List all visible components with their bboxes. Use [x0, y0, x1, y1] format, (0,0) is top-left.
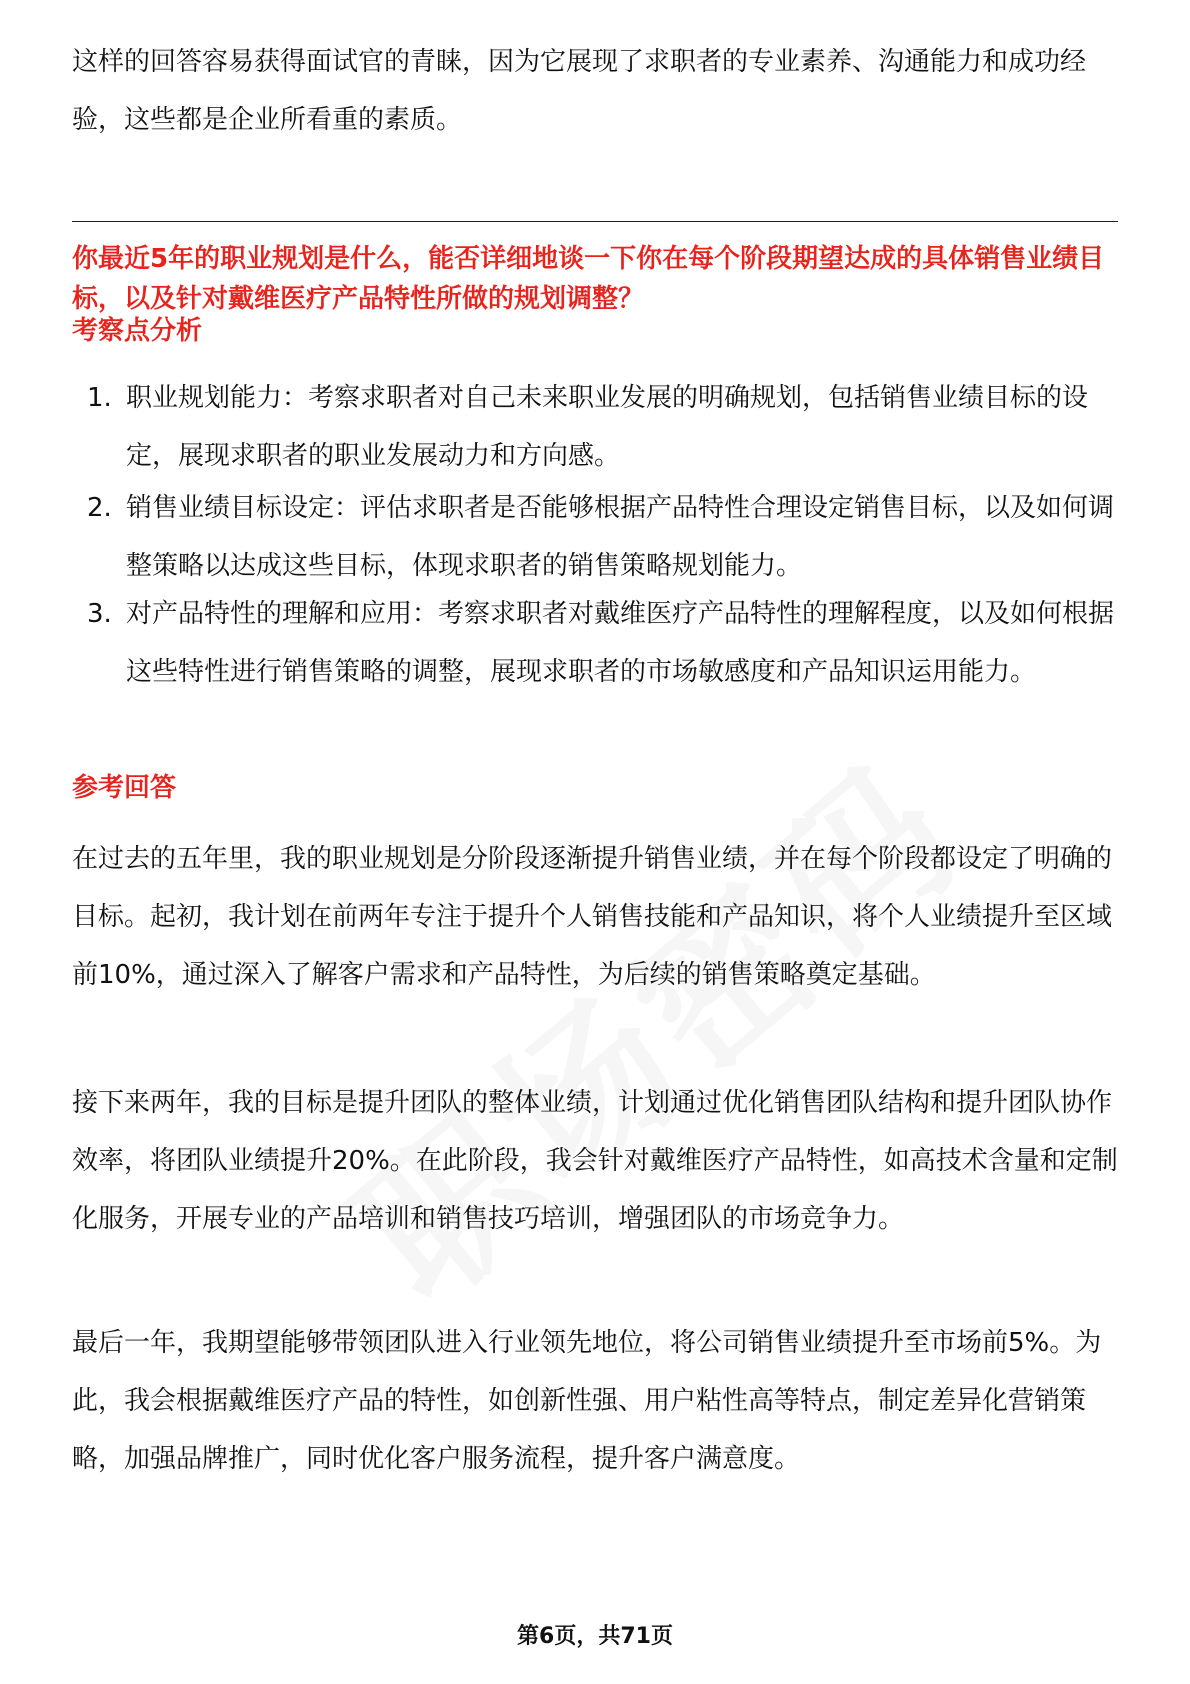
answer-title: 参考回答	[72, 773, 177, 803]
list-text: 销售业绩目标设定：评估求职者是否能够根据产品特性合理设定销售目标，以及如何调整策略以达成这些目标，体现求职者的销售策略规划能力。	[126, 493, 1115, 581]
answer-paragraph-1: 在过去的五年里，我的职业规划是分阶段逐渐提升销售业绩，并在每个阶段都设定了明确的目标。起初，我计划在前两年专注于提升个人销售技能和产品知识，将个人业绩提升至区域前10%，通过深入了解客户需求和产品特性，为后续的销售策略奠定基础。	[72, 844, 1113, 990]
analysis-title: 考察点分析	[72, 316, 203, 346]
list-text: 职业规划能力：考察求职者对自己未来职业发展的明确规划，包括销售业绩目标的设定，展现求职者的职业发展动力和方向感。	[126, 383, 1089, 471]
list-number: 3.	[87, 599, 112, 629]
list-text: 对产品特性的理解和应用：考察求职者对戴维医疗产品特性的理解程度，以及如何根据这些特性进行销售策略的调整，展现求职者的市场敏感度和产品知识运用能力。	[126, 599, 1115, 687]
list-number: 2.	[87, 493, 112, 523]
question-heading: 你最近5年的职业规划是什么，能否详细地谈一下你在每个阶段期望达成的具体销售业绩目标，以及针对戴维医疗产品特性所做的规划调整？	[72, 244, 1105, 314]
answer-paragraph-3: 最后一年，我期望能够带领团队进入行业领先地位，将公司销售业绩提升至市场前5%。为此，我会根据戴维医疗产品的特性，如创新性强、用户粘性高等特点，制定差异化营销策略，加强品牌推广，同时优化客户服务流程，提升客户满意度。	[72, 1328, 1102, 1474]
list-number: 1.	[87, 383, 112, 413]
answer-paragraph-2: 接下来两年，我的目标是提升团队的整体业绩，计划通过优化销售团队结构和提升团队协作效率，将团队业绩提升20%。在此阶段，我会针对戴维医疗产品特性，如高技术含量和定制化服务，开展专业的产品培训和销售技巧培训，增强团队的市场竞争力。	[72, 1088, 1118, 1234]
watermark	[227, 639, 1074, 1405]
section-divider	[72, 221, 1118, 222]
page-number: 第6页，共71页	[517, 1624, 673, 1649]
intro-paragraph: 这样的回答容易获得面试官的青睐，因为它展现了求职者的专业素养、沟通能力和成功经验，这些都是企业所看重的素质。	[72, 47, 1087, 135]
